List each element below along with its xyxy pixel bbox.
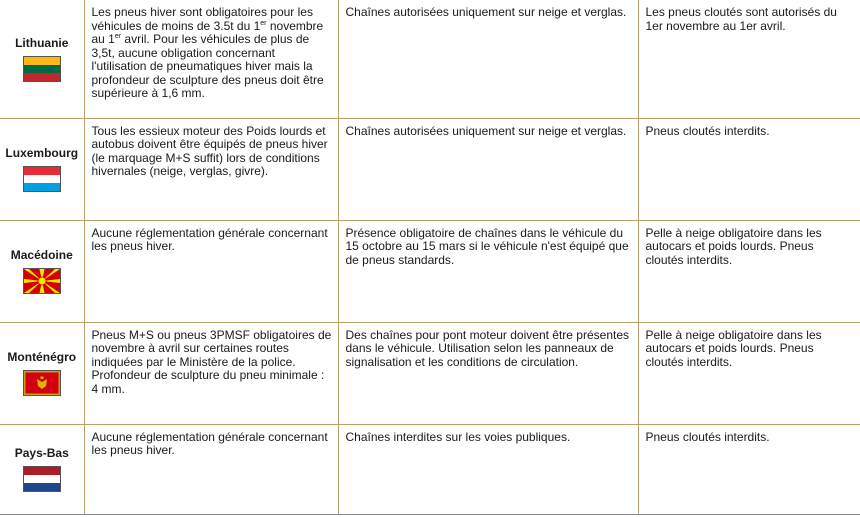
netherlands-flag-icon [23, 466, 61, 492]
chains-cell [338, 220, 638, 322]
country-name: Luxembourg [5, 146, 79, 160]
studded-text: Pelle à neige obligatoire dans les autocars et poids lourds. Pneus cloutés interdits. [645, 327, 822, 369]
chains-cell [338, 322, 638, 424]
winter-tyres-cell [84, 118, 338, 220]
table-row [0, 220, 860, 322]
chains-text: Des chaînes pour pont moteur doivent être présentes dans le véhicule. Utilisation selon les panneaux de signalisation et les conditions de circulation. [345, 327, 629, 369]
studded-text: Pelle à neige obligatoire dans les autocars et poids lourds. Pneus cloutés interdits. [645, 225, 822, 267]
country-cell [0, 0, 84, 118]
winter-tyres-text: Aucune réglementation générale concernant les pneus hiver. [91, 429, 328, 457]
chains-cell [338, 118, 638, 220]
studded-text: Pneus cloutés interdits. [645, 429, 770, 444]
studded-cell [638, 322, 860, 424]
table-row [0, 322, 860, 424]
lithuania-flag-icon [23, 56, 61, 82]
country-name: Pays-Bas [14, 446, 69, 460]
studded-text: Pneus cloutés interdits. [645, 123, 770, 138]
winter-tyres-text: avril. Pour les véhicules de plus de 3,5t, aucune obligation concernant l'utilisation de pneumatiques hiver mais la profondeur de sculpture des pneus doit être supérieure à 1,6 mm. [91, 32, 324, 100]
studded-cell [638, 0, 860, 118]
chains-cell [338, 0, 638, 118]
winter-tyres-text: Aucune réglementation générale concernant les pneus hiver. [91, 225, 328, 253]
studded-text: Les pneus cloutés sont autorisés du 1er novembre au 1er avril. [645, 5, 837, 33]
country-cell [0, 424, 84, 514]
chains-text: Présence obligatoire de chaînes dans le véhicule du 15 octobre au 15 mars si le véhicule n'est équipé que de pneus standards. [345, 225, 629, 267]
macedonia-flag-icon [23, 268, 61, 294]
winter-tyres-text: Les pneus hiver sont obligatoires pour les véhicules de moins de 3.5t du 1 [91, 5, 313, 33]
country-name: Monténégro [7, 350, 77, 364]
studded-cell [638, 424, 860, 514]
country-cell [0, 322, 84, 424]
montenegro-flag-icon [23, 370, 61, 396]
winter-tyres-text: Pneus M+S ou pneus 3PMSF obligatoires de novembre à avril sur certaines routes indiquées par le Ministère de la police. Profondeur de sculpture du pneu minimale : 4 mm. [91, 327, 332, 396]
chains-cell [338, 424, 638, 514]
country-cell [0, 118, 84, 220]
country-name: Macédoine [10, 248, 73, 262]
superscript: er [114, 33, 122, 40]
winter-tyres-text: novembre au 1 [91, 18, 324, 46]
table-row [0, 118, 860, 220]
studded-cell [638, 220, 860, 322]
country-name: Lithuanie [15, 35, 69, 50]
table-row [0, 0, 860, 118]
superscript: er [260, 19, 267, 27]
country-cell [0, 220, 84, 322]
winter-tyres-text: Tous les essieux moteur des Poids lourds et autobus doivent être équipés de pneus hiver (le marquage M+S suffit) lors de conditions hivernales (neige, verglas, givre). [91, 123, 328, 178]
luxembourg-flag-icon [23, 166, 61, 192]
table-row [0, 424, 860, 514]
winter-tyres-cell [84, 0, 338, 118]
winter-tyres-cell [84, 424, 338, 514]
chains-text: Chaînes interdites sur les voies publiques. [345, 429, 571, 444]
winter-tyres-cell [84, 322, 338, 424]
studded-cell [638, 118, 860, 220]
chains-text: Chaînes autorisées uniquement sur neige et verglas. [345, 123, 627, 138]
winter-tyres-cell [84, 220, 338, 322]
chains-text: Chaînes autorisées uniquement sur neige et verglas. [345, 5, 627, 19]
